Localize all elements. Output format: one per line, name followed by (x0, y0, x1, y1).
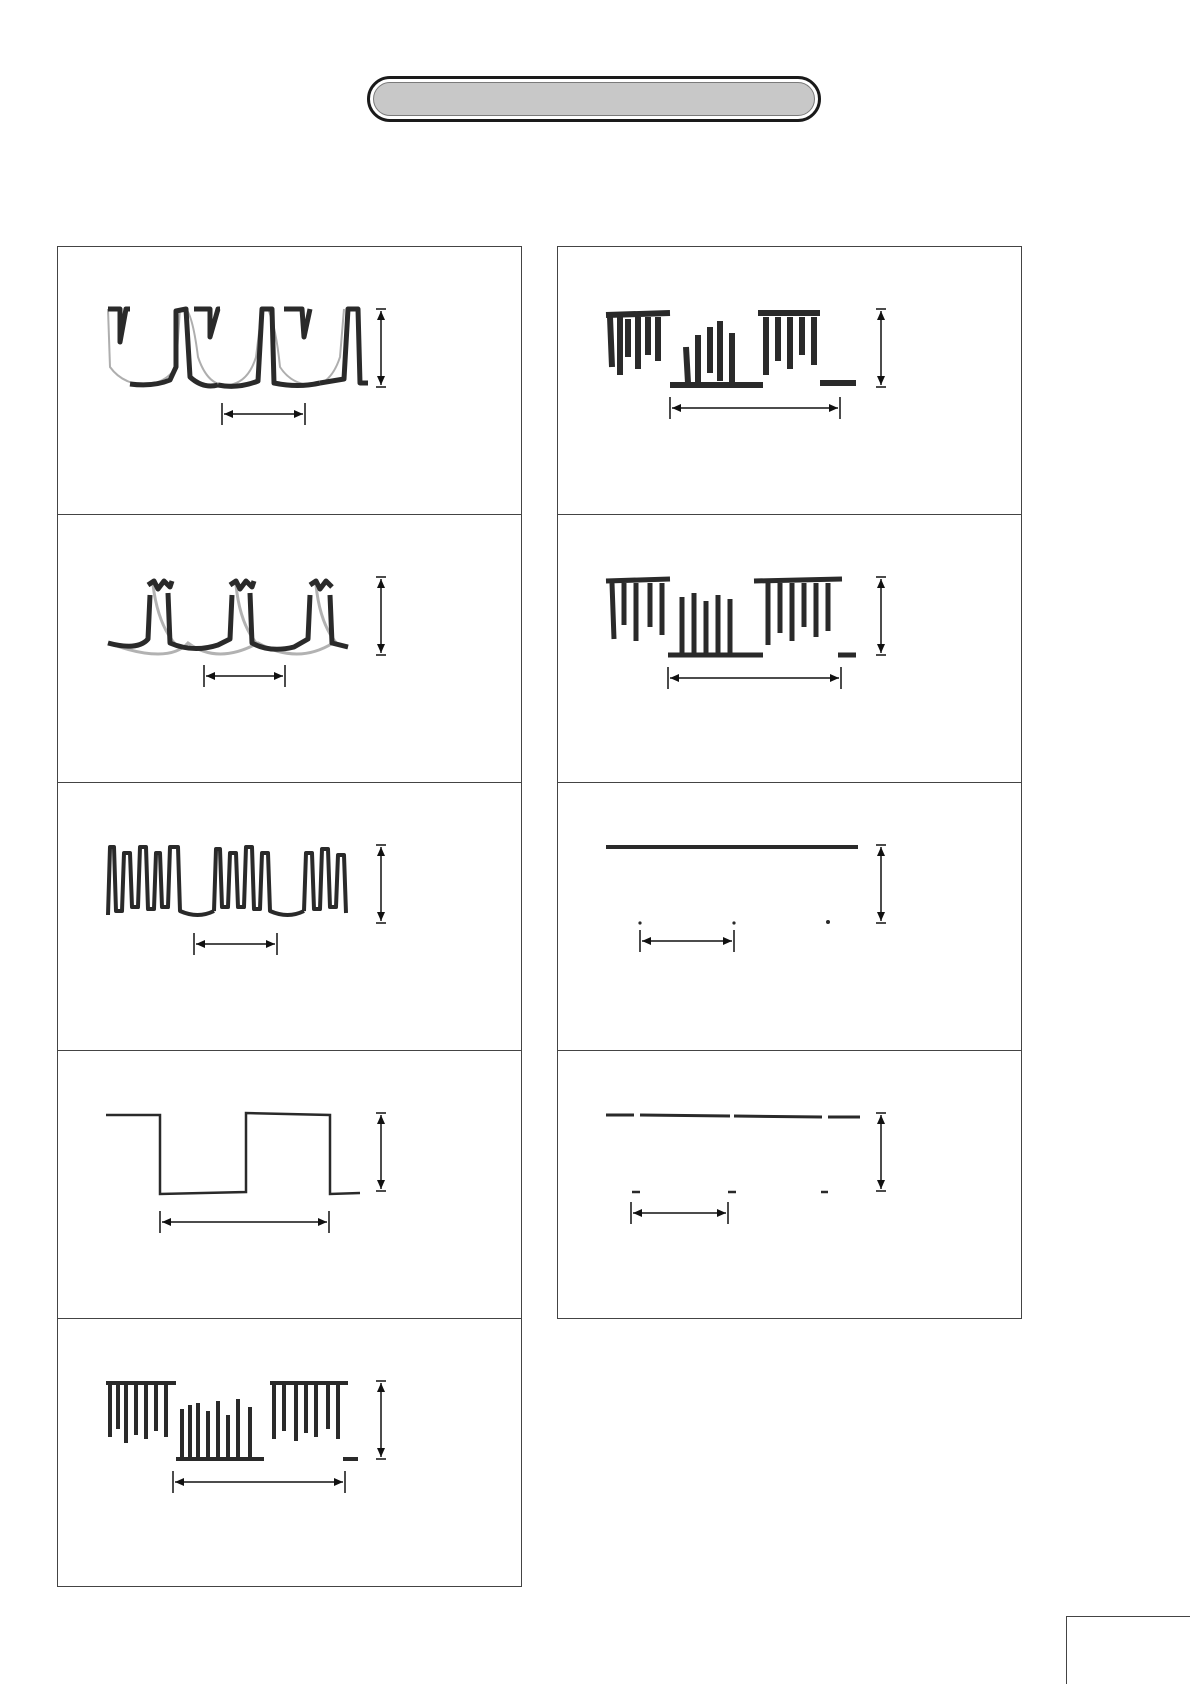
oscilloscope-trace-8 (558, 783, 1023, 1052)
oscilloscope-trace-6 (558, 247, 1023, 516)
waveform-panel-8 (557, 782, 1022, 1051)
oscilloscope-trace-9 (558, 1051, 1023, 1320)
waveform-panel-4 (57, 1050, 522, 1319)
waveform-column-right (557, 246, 1022, 1319)
waveform-panel-5 (57, 1318, 522, 1587)
oscilloscope-trace-5 (58, 1319, 523, 1588)
oscilloscope-trace-1 (58, 247, 523, 516)
section-title-banner (367, 76, 821, 122)
oscilloscope-trace-3 (58, 783, 523, 1052)
waveform-panel-3 (57, 782, 522, 1051)
oscilloscope-trace-7 (558, 515, 1023, 784)
waveform-panel-7 (557, 514, 1022, 783)
oscilloscope-trace-2 (58, 515, 523, 784)
waveform-panel-6 (557, 246, 1022, 515)
waveform-panel-2 (57, 514, 522, 783)
waveform-panel-1 (57, 246, 522, 515)
waveform-column-left (57, 246, 522, 1587)
waveform-panel-9 (557, 1050, 1022, 1319)
oscilloscope-trace-4 (58, 1051, 523, 1320)
section-title (373, 82, 815, 116)
page-number-box (1066, 1616, 1190, 1684)
